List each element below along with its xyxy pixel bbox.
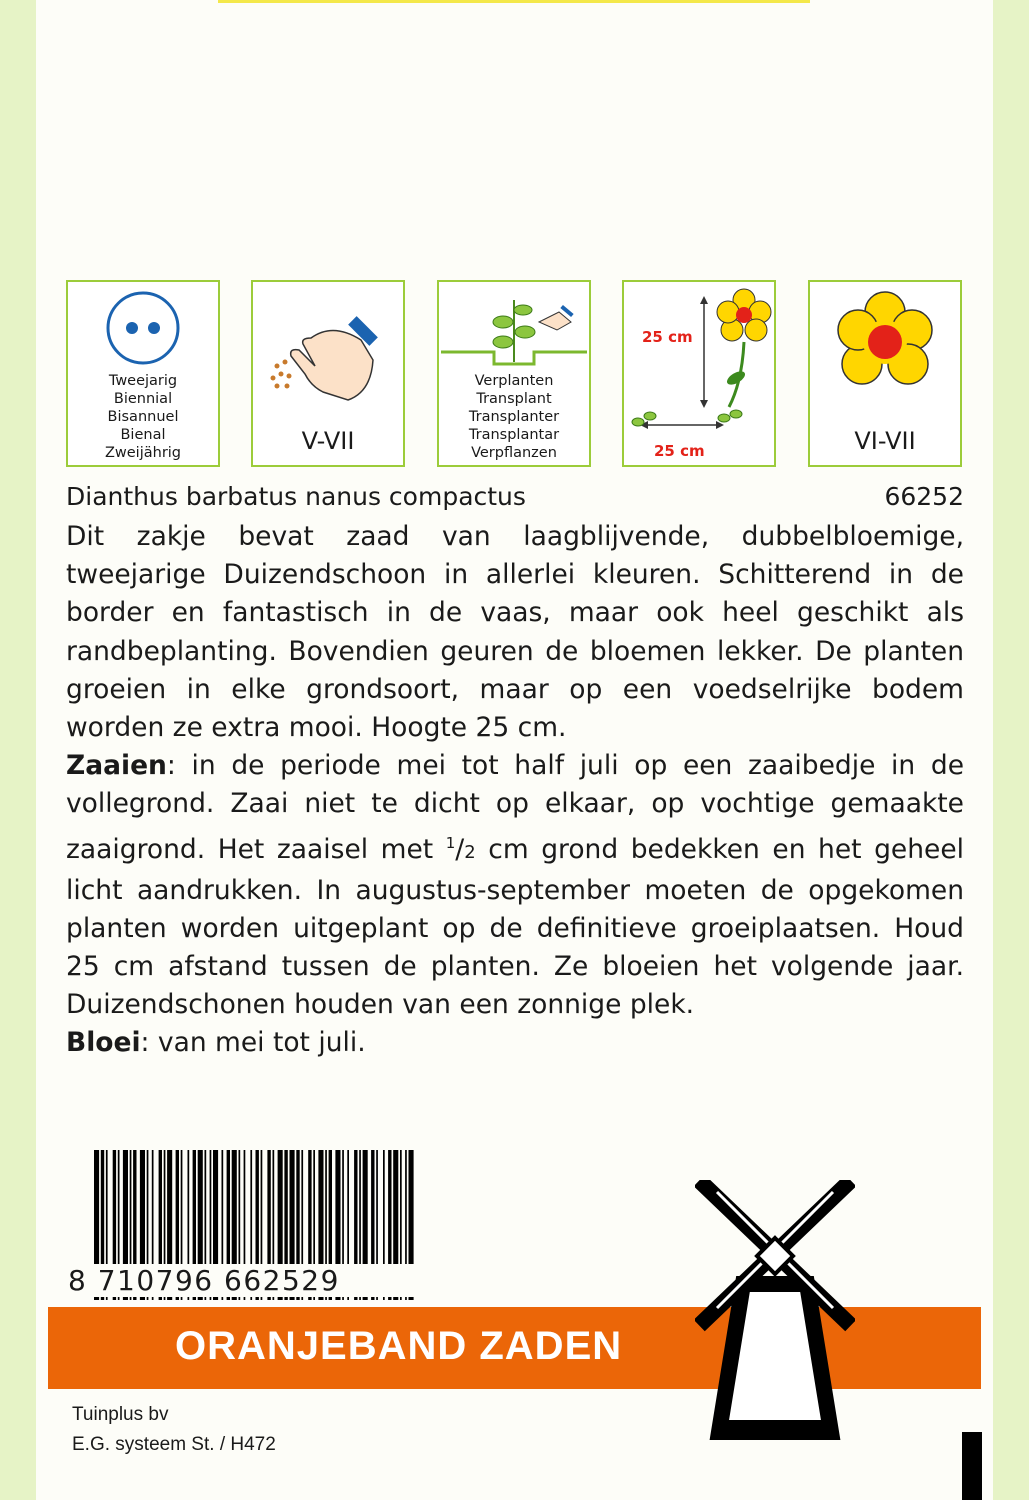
- label-de: Zweijährig: [104, 445, 182, 461]
- label-fr: Transplanter: [468, 409, 560, 425]
- transplant-icon: [439, 282, 589, 372]
- product-name: Dianthus barbatus nanus compactus: [66, 482, 526, 511]
- label-nl: Verplanten: [474, 373, 554, 389]
- label-es: Bienal: [120, 427, 166, 443]
- bloom-text: : van mei tot juli.: [140, 1027, 366, 1059]
- transplant-labels: [439, 372, 589, 462]
- label-es: Transplantar: [468, 427, 560, 443]
- biennial-icon: [68, 282, 218, 372]
- windmill-logo-icon: [695, 1180, 855, 1440]
- sowing-hand-icon: [253, 282, 403, 422]
- fraction-den: 2: [464, 841, 476, 863]
- label-nl: Tweejarig: [108, 373, 178, 389]
- bloom-info: [66, 1024, 964, 1062]
- sowing-icon-box: [251, 280, 405, 467]
- bloom-period: VI-VII: [854, 427, 916, 455]
- sowing-text-before: : in de periode mei tot half juli op een zaaibedje in de vollegrond. Zaai niet te dicht op elkaar, op vochtige gemaakte zaaigrond. Het zaaisel met: [66, 750, 964, 865]
- product-code: 66252: [884, 482, 964, 511]
- label-de: Verpflanzen: [471, 445, 557, 461]
- barcode-digits: 8 710796 662529: [66, 1264, 415, 1297]
- spacing-icon-box: [622, 280, 776, 467]
- width-label: 25 cm: [654, 442, 705, 460]
- height-label: 25 cm: [642, 328, 693, 346]
- registration-line: E.G. systeem St. / H472: [72, 1434, 276, 1455]
- flower-icon: [810, 282, 960, 412]
- cut-mark: [962, 1432, 982, 1500]
- sowing-label: Zaaien: [66, 750, 167, 782]
- spacing-icon: [624, 282, 774, 465]
- company-name: Tuinplus bv: [72, 1404, 169, 1425]
- transplant-icon-box: [437, 280, 591, 467]
- label-en: Biennial: [113, 391, 173, 407]
- fraction-num: 1: [445, 833, 456, 852]
- biennial-icon-box: [66, 280, 220, 467]
- label-fr: Bisannuel: [107, 409, 179, 425]
- product-title-row: [66, 482, 964, 516]
- sowing-instructions: Zaaien: in de periode mei tot half juli op een zaaibedje in de vollegrond. Zaai niet te dicht op elkaar, op vochtige gemaakte zaaigrond. Het zaaisel met $^1$/2 cm grond bedekken en het geheel licht aandrukken. In augustus-september moeten de opgekomen planten worden uitgeplant op de definitieve groeiplaatsen. Houd 25 cm afstand tussen de planten. Ze bloeien het volgende jaar. Duizendschonen houden van een zonnige plek.: [66, 750, 964, 1021]
- description: Dit zakje bevat zaad van laagblijvende, dubbelbloemige, tweejarige Duizendschoon in allerlei kleuren. Schitterend in de border en fantastisch in de vaas, maar ook heel geschikt als randbeplanting. Bovendien geuren de bloemen lekker. De planten groeien in elke grondsoort, maar op een voedselrijke bodem worden ze extra mooi. Hoogte 25 cm.: [66, 521, 964, 744]
- top-strip: [218, 0, 810, 3]
- biennial-labels: [68, 372, 218, 462]
- sowing-text-after: cm grond bedekken en het geheel licht aandrukken. In augustus-september moeten de opgekomen planten worden uitgeplant op de definitieve groeiplaatsen. Houd 25 cm afstand tussen de planten. Ze bloeien het volgende jaar. Duizendschonen houden van een zonnige plek.: [66, 833, 964, 1021]
- sowing-period: V-VII: [301, 427, 355, 455]
- bloom-icon-box: [808, 280, 962, 467]
- brand-name: ORANJEBAND ZADEN: [175, 1324, 623, 1368]
- bloom-label: Bloei: [66, 1027, 141, 1059]
- description-block: [66, 518, 964, 1063]
- label-en: Transplant: [476, 391, 552, 407]
